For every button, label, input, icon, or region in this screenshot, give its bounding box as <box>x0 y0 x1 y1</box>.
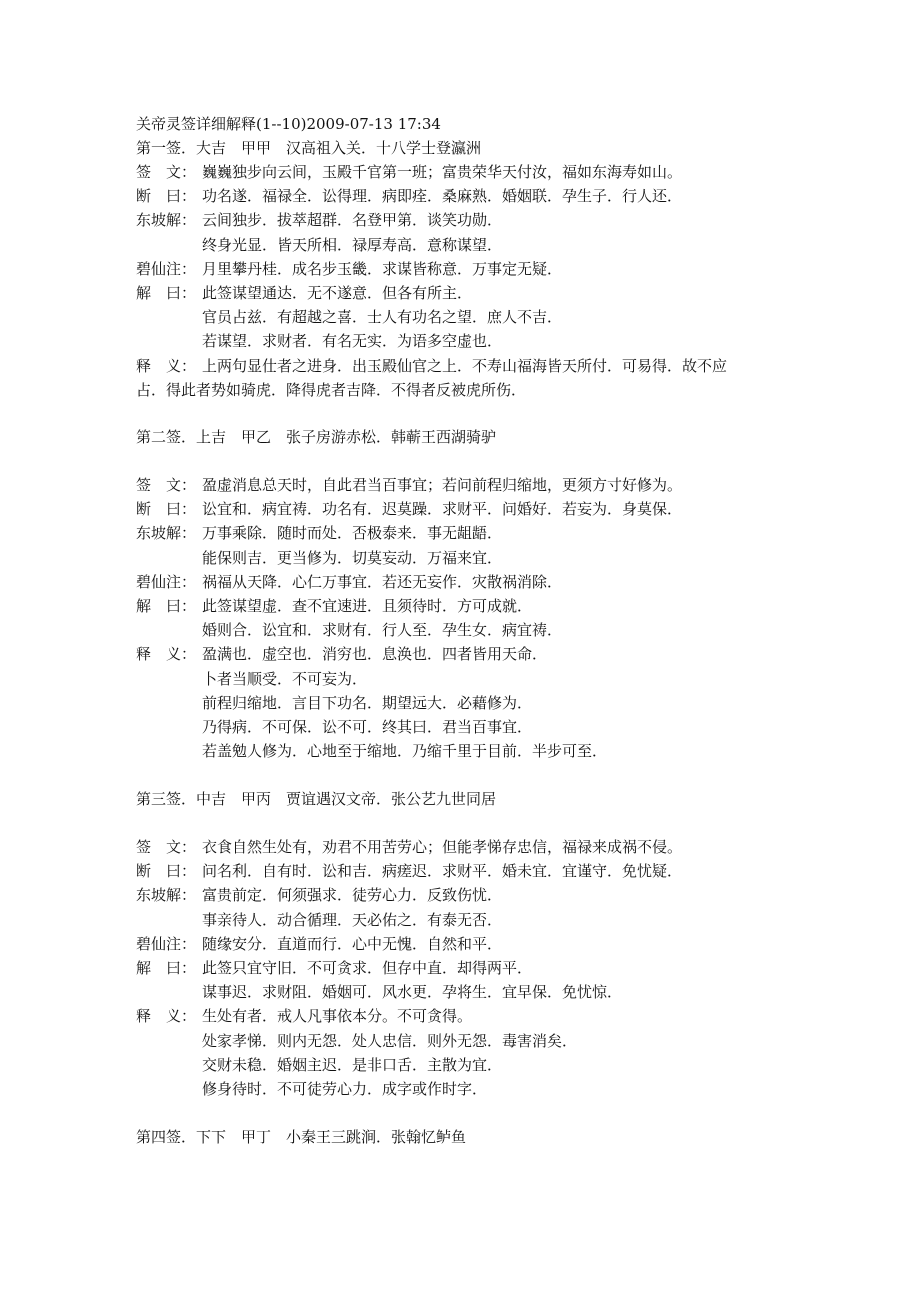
verse-line <box>136 305 562 329</box>
verse-text: 问名利．自有时．讼和吉．病瘥迟．求财平．婚未宜．宜谨守．免忧疑． <box>202 862 683 880</box>
verse-text: 能保则吉．更当修为．切莫妄动．万福来宜． <box>202 549 503 567</box>
verse-text: 月里攀丹桂．成名步玉畿．求谋皆称意．万事定无疑． <box>202 260 563 278</box>
line-label: 解 曰： <box>136 284 197 302</box>
verse-line <box>136 594 532 618</box>
verse-line <box>136 618 562 642</box>
verse-text: 事亲待人．动合循理．天必佑之．有泰无否． <box>202 911 503 929</box>
verse-line <box>136 473 682 497</box>
verse-line <box>136 521 502 545</box>
section-heading: 第一签．大吉 甲甲 汉高祖入关．十八学士登瀛洲 <box>136 139 482 157</box>
verse-line <box>136 1029 577 1053</box>
line-label: 签 文： <box>136 476 197 494</box>
section-heading: 第四签．下下 甲丁 小秦王三跳涧．张翰忆鲈鱼 <box>136 1128 467 1146</box>
verse-line <box>136 570 562 594</box>
verse-line <box>136 1077 487 1101</box>
verse-text: 婚则合．讼宜和．求财有．行人至．孕生女．病宜祷． <box>202 621 563 639</box>
verse-line <box>136 908 502 932</box>
verse-text: 盈虚消息总天时，自此君当百事宜；若问前程归缩地，更须方寸好修为。 <box>202 476 683 494</box>
line-label: 东坡解： <box>136 886 197 904</box>
verse-line <box>136 739 607 763</box>
verse-line <box>136 378 526 402</box>
verse-text: 交财未稳．婚姻主迟．是非口舌．主散为宜． <box>202 1056 503 1074</box>
verse-text: 祸福从天降．心仁万事宜．若还无妄作．灾散祸消除． <box>202 573 563 591</box>
verse-line <box>136 257 562 281</box>
verse-text: 随缘安分．直道而行．心中无愧．自然和平． <box>202 935 503 953</box>
line-label: 断 曰： <box>136 187 197 205</box>
line-label: 签 文： <box>136 838 197 856</box>
verse-line <box>136 715 532 739</box>
verse-line <box>136 497 682 521</box>
verse-line <box>136 859 682 883</box>
line-label: 解 曰： <box>136 597 197 615</box>
section-heading: 第二签．上吉 甲乙 张子房游赤松．韩蕲王西湖骑驴 <box>136 428 497 446</box>
verse-text: 功名遂．福禄全．讼得理．病即痊．桑麻熟．婚姻联．孕生子．行人还． <box>202 187 683 205</box>
verse-text: 富贵前定．何须强求．徒劳心力．反致伤忧． <box>202 886 503 904</box>
verse-text: 谋事迟．求财阻．婚姻可．风水更．孕将生．宜早保．免忧惊． <box>202 983 623 1001</box>
verse-text: 官员占兹．有超越之喜．士人有功名之望．庶人不吉． <box>202 308 563 326</box>
verse-line <box>136 281 472 305</box>
line-label: 解 曰： <box>136 959 197 977</box>
verse-line <box>136 691 532 715</box>
verse-line <box>136 835 682 859</box>
section-heading: 第三签．中吉 甲丙 贾谊遇汉文帝．张公艺九世同居 <box>136 790 497 808</box>
line-label: 签 文： <box>136 163 197 181</box>
line-label: 碧仙注： <box>136 935 197 953</box>
verse-line <box>136 883 502 907</box>
verse-line <box>136 980 622 1004</box>
line-label: 释 义： <box>136 645 197 663</box>
verse-text: 修身待时．不可徒劳心力．成字或作时字． <box>202 1080 488 1098</box>
verse-text: 终身光显．皆天所相．禄厚寿高．意称谋望． <box>202 236 503 254</box>
verse-text: 云间独步．拔萃超群．名登甲第．谈笑功勋． <box>202 211 503 229</box>
line-label: 东坡解： <box>136 211 197 229</box>
verse-text: 处家孝悌．则内无怨．处人忠信．则外无怨．毒害消矣． <box>202 1032 578 1050</box>
line-label: 东坡解： <box>136 524 197 542</box>
verse-line <box>136 1053 502 1077</box>
line-label: 释 义： <box>136 357 197 375</box>
verse-line <box>136 160 682 184</box>
verse-text: 上两句显仕者之进身．出玉殿仙官之上．不寿山福海皆天所付．可易得．故不应 <box>202 357 728 375</box>
verse-line <box>136 208 502 232</box>
verse-text: 讼宜和．病宜祷．功名有．迟莫躁．求财平．问婚好．若妄为．身莫保． <box>202 500 683 518</box>
verse-text: 卜者当顺受．不可妄为． <box>202 670 368 688</box>
document-title: 关帝灵签详细解释(1--10)2009-07-13 17:34 <box>136 115 441 133</box>
verse-text: 此签谋望通达．无不遂意．但各有所主． <box>202 284 473 302</box>
verse-text: 盈满也．虚空也．消穷也．息涣也．四者皆用天命． <box>202 645 548 663</box>
verse-text: 巍巍独步向云间，玉殿千官第一班；富贵荣华天付汝，福如东海寿如山。 <box>202 163 683 181</box>
verse-line <box>136 1004 472 1028</box>
line-label: 断 曰： <box>136 862 197 880</box>
verse-line <box>136 667 367 691</box>
verse-text: 占．得此者势如骑虎．降得虎者吉降．不得者反被虎所伤． <box>136 381 527 399</box>
line-label: 碧仙注： <box>136 260 197 278</box>
verse-line <box>136 354 727 378</box>
verse-text: 此签谋望虚．查不宜速进．且须待时．方可成就． <box>202 597 533 615</box>
verse-line <box>136 546 502 570</box>
line-label: 释 义： <box>136 1007 197 1025</box>
verse-line <box>136 329 502 353</box>
line-label: 断 曰： <box>136 500 197 518</box>
line-label: 碧仙注： <box>136 573 197 591</box>
verse-text: 若盖勉人修为．心地至于缩地．乃缩千里于目前．半步可至． <box>202 742 608 760</box>
verse-text: 生处有者．戒人凡事依本分。不可贪得。 <box>202 1007 473 1025</box>
verse-text: 此签只宜守旧．不可贪求．但存中直．却得两平． <box>202 959 533 977</box>
verse-text: 乃得病．不可保．讼不可．终其曰．君当百事宜． <box>202 718 533 736</box>
verse-text: 衣食自然生处有，劝君不用苦劳心；但能孝悌存忠信，福禄来成祸不侵。 <box>202 838 683 856</box>
verse-line <box>136 642 547 666</box>
verse-text: 万事乘除．随时而处．否极泰来．事无龃龉． <box>202 524 503 542</box>
verse-line <box>136 233 502 257</box>
verse-line <box>136 932 502 956</box>
verse-line <box>136 184 682 208</box>
verse-text: 前程归缩地．言目下功名．期望远大．必藉修为． <box>202 694 533 712</box>
verse-line <box>136 956 532 980</box>
verse-text: 若谋望．求财者．有名无实．为语多空虚也． <box>202 332 503 350</box>
